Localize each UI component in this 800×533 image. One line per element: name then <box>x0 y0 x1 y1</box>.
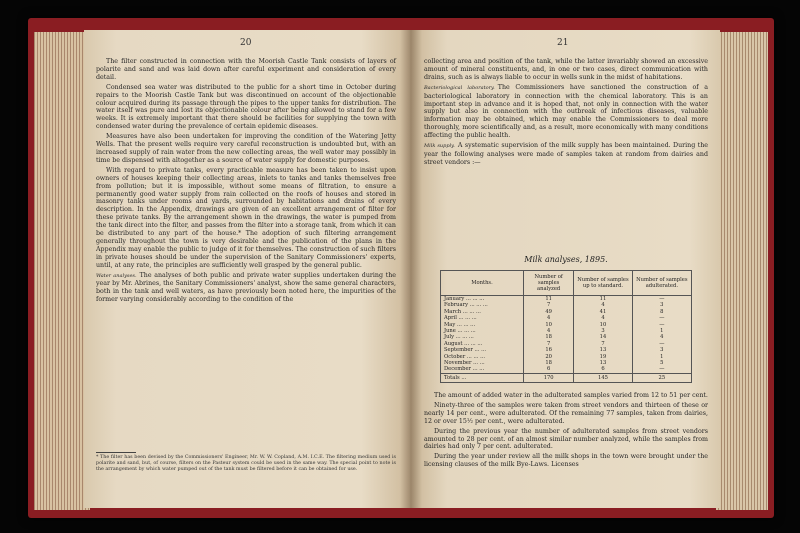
book-gutter <box>400 30 422 508</box>
cell: 11 <box>574 296 632 303</box>
paragraph: With regard to private tanks, every practicable measure has been taken to insist upon owners of houses keeping their collecting areas, inlets to tanks and tanks themselves free from pollution; but it is impossible, without some means of filtration, to ensure a permanently good water supply from rain collected on the roofs of houses and stored in masonry tanks under rooms and yards, surrounded by habitations and drains of every description. In the Appendix, drawings are given of an excellent arrangement of filter for these private tanks. By the arrangement shown in the drawings, the water is pumped from the tank direct into the filter, and passes from the filter into a storage tank, from which it can be distributed to any part of the house.* The adoption of such filtering arrangement generally throughout the town is very desirable and the publication of the plans in the Appendix may enable the public to judge of it for themselves. The construction of such filters in private houses should be under the supervision of the Sanitary Commissioners' experts, until, at any rate, the principles are sufficiently well grasped by the general public. <box>96 166 396 269</box>
cell: 13 <box>574 360 632 366</box>
cell: 3 <box>574 328 632 334</box>
cell: 1 <box>632 328 691 334</box>
margin-note: Water analyses. <box>96 272 137 279</box>
footnote: * The filter has been devised by the Commissioners' Engineer, Mr. W. W. Copland, A.M. I.C.E. The filtering medium used is polarite and sand, but, of course, filters on the Pasteur system could be used in the same way. The special point to note is the arrangement by which water pumped out of the tank must be filtered before it can be obtained for use. <box>96 455 396 472</box>
page-number-right: 21 <box>557 38 569 48</box>
paragraph: During the year under review all the milk shops in the town were brought under the licensing clauses of the milk Bye-Laws. Licenses <box>424 453 708 469</box>
cell: — <box>632 366 691 373</box>
cell: 1 <box>632 354 691 360</box>
totals-row <box>441 373 692 382</box>
cell: 14 <box>574 334 632 340</box>
column-header: Months. <box>441 271 524 296</box>
cell: 4 <box>632 334 691 340</box>
table-header-row <box>441 271 692 296</box>
margin-note: Bacteriological laboratory. <box>424 84 495 91</box>
cell: — <box>632 296 691 303</box>
cell: 5 <box>632 360 691 366</box>
total-cell: 170 <box>524 373 574 382</box>
month-cell: November ... ... <box>441 360 524 366</box>
month-cell: February ... ... ... <box>441 302 524 308</box>
month-cell: January ... ... ... <box>441 296 524 303</box>
cell: 3 <box>632 347 691 353</box>
cell: 8 <box>632 309 691 315</box>
paragraph-text: The Commissioners have sanctioned the construction of a bacteriological laboratory in connection with the chemical laboratory. This is an important step in advance and it is hoped that, not only in connection with the water supply but also in connection with the outbreak of infectious diseases, valuable information may be obtained, which may enable the Commissioners to deal more thoroughly, more scientifically and, as a result, more economically with many conditions affecting the public health. <box>424 83 709 140</box>
cell: 20 <box>524 354 574 360</box>
month-cell: March ... ... ... <box>441 309 524 315</box>
paragraph: During the previous year the number of adulterated samples from street vendors amounted to 28 per cent. of an almost similar number analyzed, while the samples from dairies had only 7 per cent. adulterated. <box>424 427 708 451</box>
month-cell: April ... ... ... <box>441 315 524 321</box>
month-cell: December ... ... <box>441 366 524 373</box>
cell: — <box>632 315 691 321</box>
paragraph-text: The analyses of both public and private water supplies undertaken during the year by Mr. Abrines, the Sanitary Commissioners' analyst, show the same general characters, both in the tank and well waters, as have previously been noted here, the impurities of the former varying considerably according to the condition of the <box>96 271 396 304</box>
paragraph: Measures have also been undertaken for improving the condition of the Watering Jetty Wells. That the present wells require very careful reconstruction is undoubted but, with an increased supply of rain water from the new collecting areas, the well water may possibly in time be dispensed with altogether as a source of water supply for domestic purposes. <box>96 133 396 164</box>
month-cell: August ... ... ... <box>441 341 524 347</box>
paragraph: The amount of added water in the adulterated samples varied from 12 to 51 per cent. <box>434 392 708 399</box>
cell: — <box>632 341 691 347</box>
cell: 4 <box>574 315 632 321</box>
page-edges-left <box>34 32 90 510</box>
cell: 41 <box>574 309 632 315</box>
table-caption: Milk analyses, 1895. <box>524 255 608 264</box>
cell: 4 <box>574 302 632 308</box>
table-row <box>441 366 692 373</box>
paragraph-with-margin-note <box>424 84 708 140</box>
cell: 11 <box>524 296 574 303</box>
cell: 4 <box>524 328 574 334</box>
cell: 7 <box>574 341 632 347</box>
milk-analyses-table <box>440 270 692 383</box>
right-page-body-bottom <box>424 392 708 471</box>
paragraph: collecting area and position of the tank, while the latter invariably showed an excessive amount of mineral constituents, and, in one or two cases, direct communication with drains, such as is always liable to occur in wells sunk in the midst of habitations. <box>424 58 708 81</box>
paragraph-with-margin-note <box>424 142 708 167</box>
cell: 49 <box>524 309 574 315</box>
table-row <box>441 296 692 303</box>
column-header: Number of samples up to standard. <box>574 271 632 296</box>
right-page <box>410 30 720 508</box>
paragraph: The filter constructed in connection with the Moorish Castle Tank consists of layers of polarite and sand and was laid down after careful experiment and consideration of every detail. <box>96 58 396 81</box>
left-page <box>84 30 410 508</box>
cell: 13 <box>574 347 632 353</box>
month-cell: September ... ... <box>441 347 524 353</box>
cell: 10 <box>524 322 574 328</box>
margin-note: Milk supply. <box>424 143 455 150</box>
total-cell: 145 <box>574 373 632 382</box>
cell: 6 <box>524 366 574 373</box>
cell: 19 <box>574 354 632 360</box>
cell: 6 <box>574 366 632 373</box>
left-page-body <box>96 58 396 306</box>
cell: 16 <box>524 347 574 353</box>
total-cell: 25 <box>632 373 691 382</box>
paragraph-with-margin-note <box>96 272 396 305</box>
cell: 3 <box>632 302 691 308</box>
paragraph: Ninety-three of the samples were taken from street vendors and thirteen of these or nearly 14 per cent., were adulterated. Of the remaining 77 samples, taken from dairies, 12 or over 15½ per cent., were adulterated. <box>424 401 708 425</box>
right-page-body-top <box>424 58 708 169</box>
totals-label: Totals ... <box>441 373 524 382</box>
month-cell: June ... ... ... <box>441 328 524 334</box>
page-number-left: 20 <box>240 38 252 48</box>
open-book <box>28 18 774 518</box>
footnote-rule <box>96 452 136 453</box>
cell: 18 <box>524 334 574 340</box>
column-header: Number of samples analyzed <box>524 271 574 296</box>
cell: — <box>632 322 691 328</box>
cell: 7 <box>524 302 574 308</box>
cell: 4 <box>524 315 574 321</box>
month-cell: May ... ... ... <box>441 322 524 328</box>
paragraph-text: A systematic supervision of the milk supply has been maintained. During the year the following analyses were made of samples taken at random from dairies and street vendors :— <box>424 142 708 166</box>
paragraph: Condensed sea water was distributed to the public for a short time in October during repairs to the Moorish Castle Tank but was discontinued on account of the objectionable colour acquired during its passage through the pipes to the upper tanks for distribution. The water itself was pure and lost its objectionable colour after being allowed to stand for a few weeks. It is extremely important that there should be facilities for supplying the town with condensed water during the prevalence of certain epidemic diseases. <box>96 83 396 131</box>
page-edges-right <box>716 32 768 510</box>
cell: 7 <box>524 341 574 347</box>
cell: 10 <box>574 322 632 328</box>
month-cell: October ... ... ... <box>441 354 524 360</box>
month-cell: July ... ... ... <box>441 334 524 340</box>
cell: 18 <box>524 360 574 366</box>
column-header: Number of samples adulterated. <box>632 271 691 296</box>
